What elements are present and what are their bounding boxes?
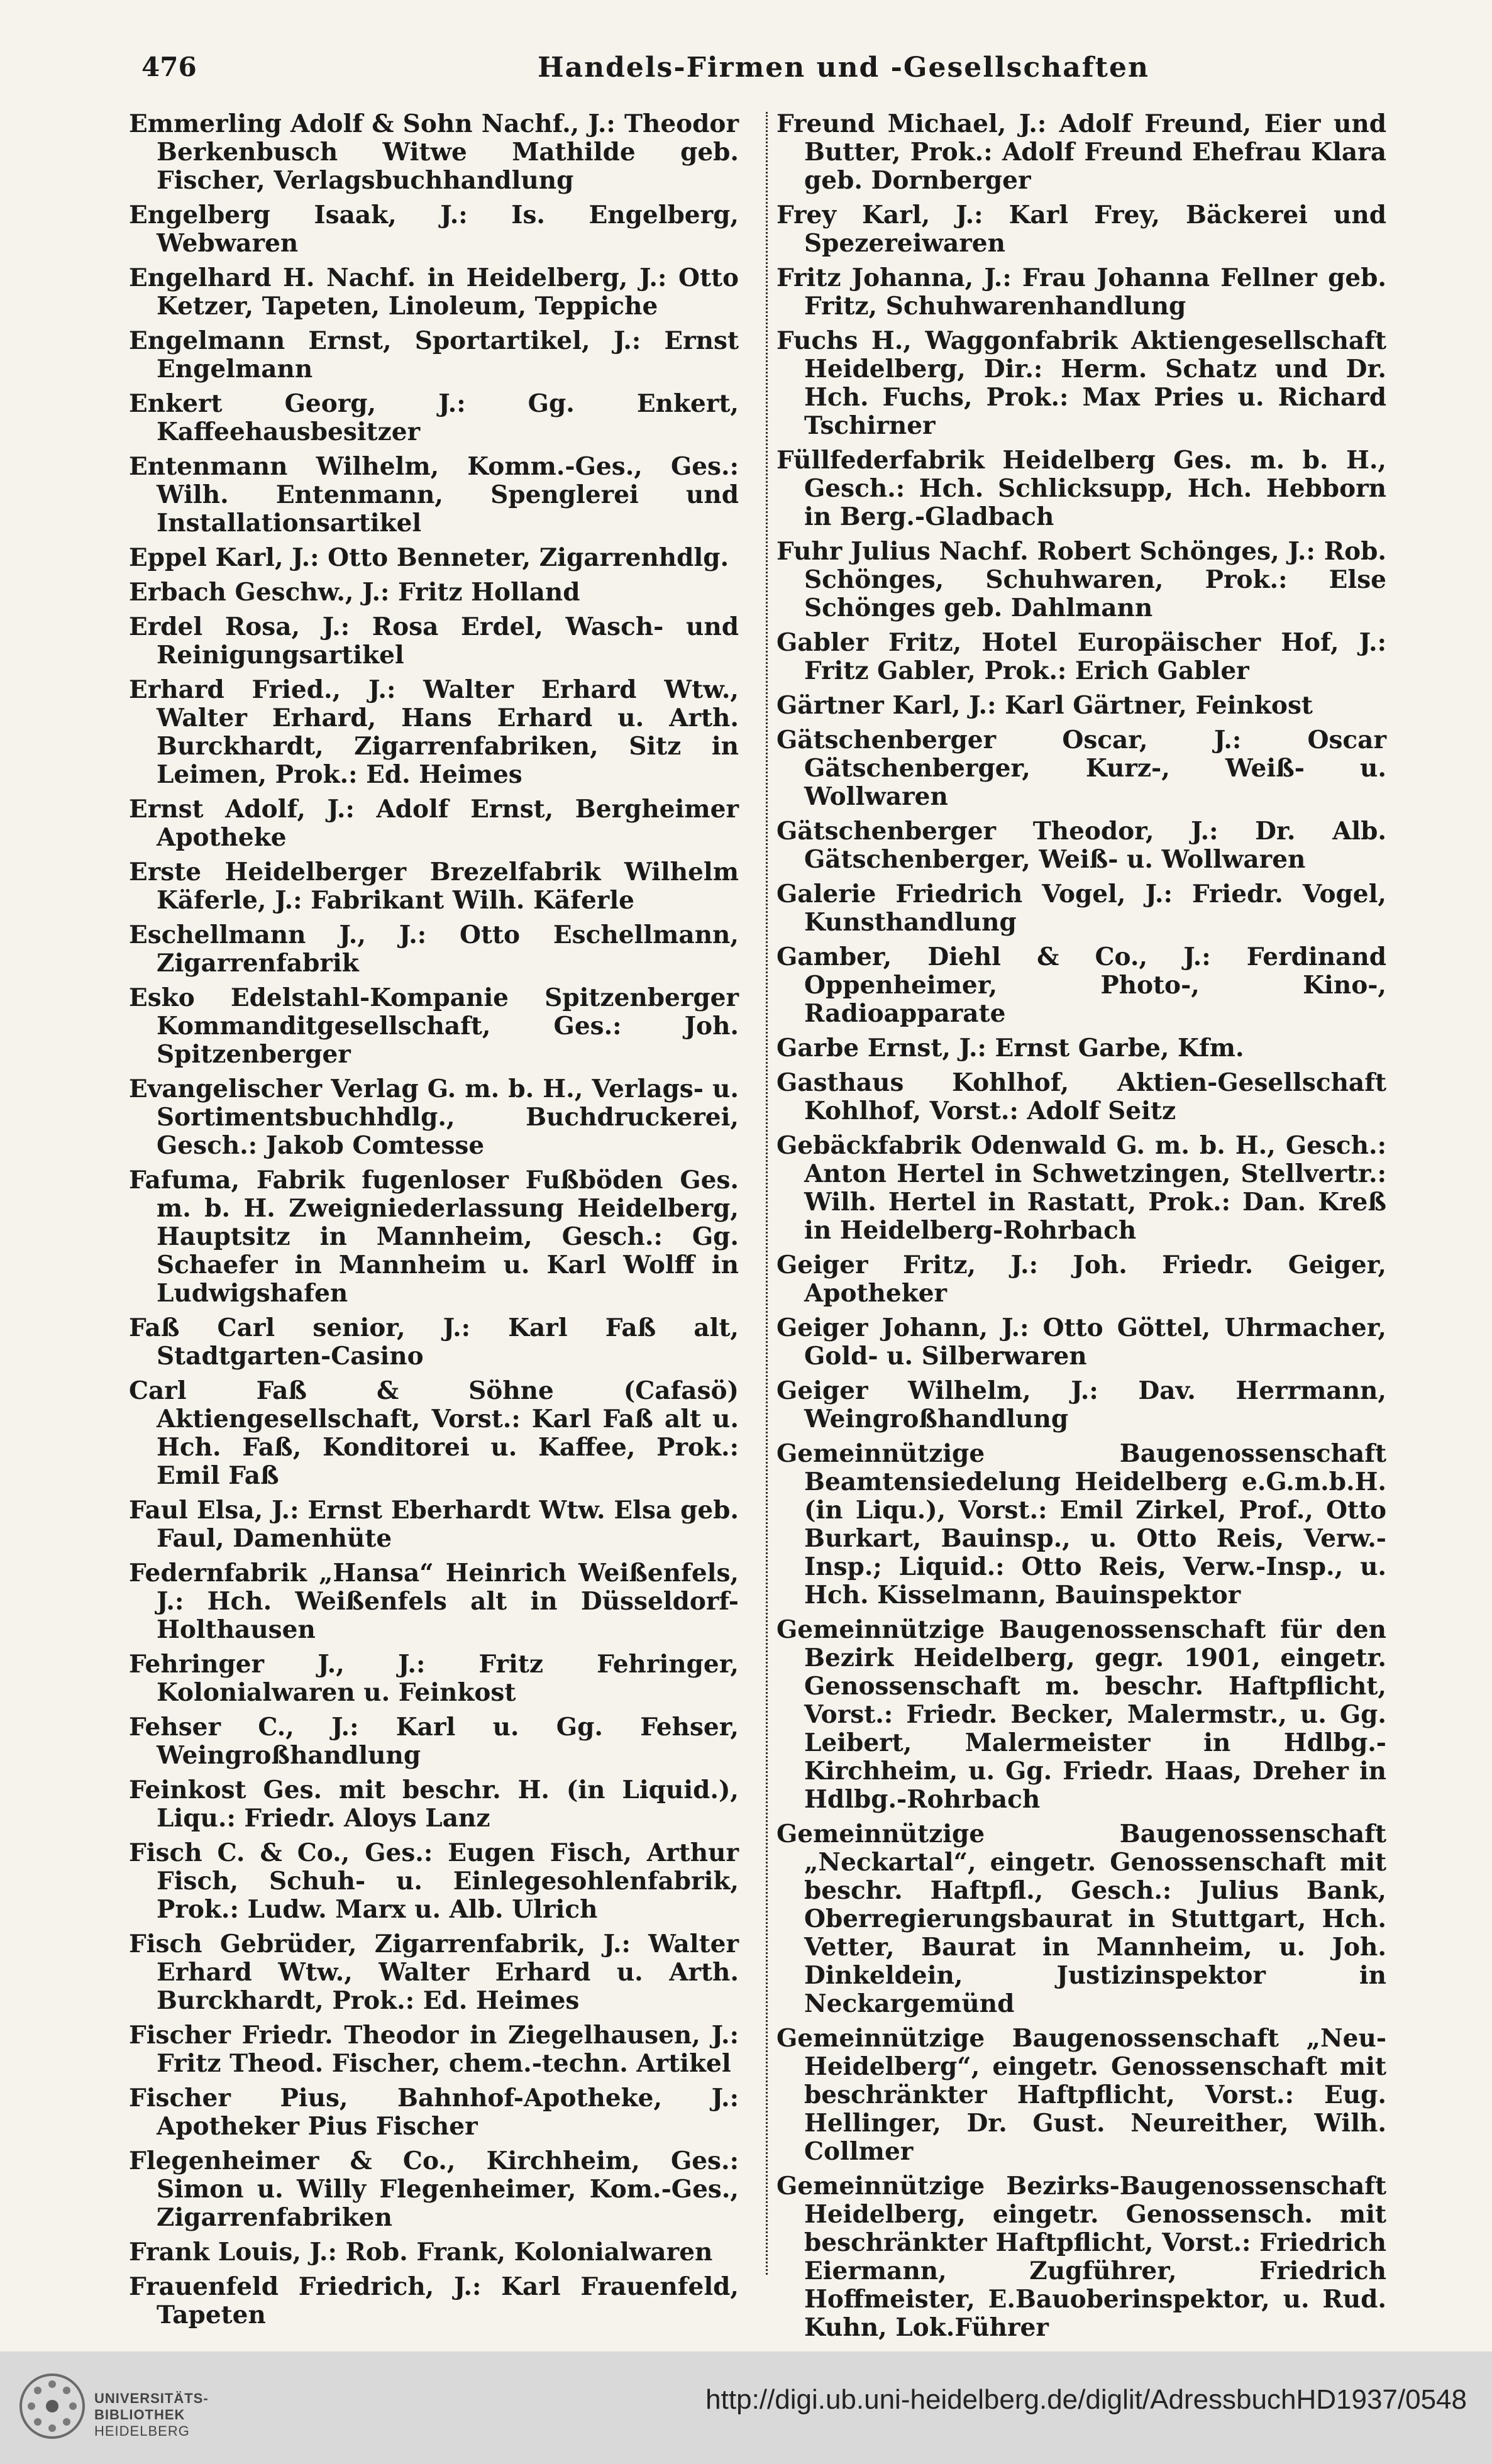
directory-entry: Feinkost Ges. mit beschr. H. (in Liquid.), Liqu.: Friedr. Aloys Lanz [129,1776,739,1833]
directory-entry: Galerie Friedrich Vogel, J.: Friedr. Vogel, Kunsthandlung [776,880,1386,937]
directory-entry: Faß Carl senior, J.: Karl Faß alt, Stadtgarten-Casino [129,1313,739,1371]
left-column [129,109,739,2329]
directory-entry: Esko Edelstahl-Kompanie Spitzenberger Kommanditgesellschaft, Ges.: Joh. Spitzenberger [129,983,739,1069]
directory-entry: Emmerling Adolf & Sohn Nachf., J.: Theodor Berkenbusch Witwe Mathilde geb. Fischer, Verlagsbuchhandlung [129,109,739,195]
directory-entry: Carl Faß & Söhne (Cafasö) Aktiengesellschaft, Vorst.: Karl Faß alt u. Hch. Faß, Konditorei u. Kaffee, Prok.: Emil Faß [129,1376,739,1490]
directory-entry: Gemeinnützige Baugenossenschaft „Neckartal“, eingetr. Genossenschaft mit beschr. Haftpfl., Gesch.: Julius Bank, Oberregierungsbaurat in Stuttgart, Hch. Vetter, Baurat in Mannheim, u. Joh. Dinkeldein, Justizinspektor in Neckargemünd [776,1820,1386,2018]
directory-entry: Fehringer J., J.: Fritz Fehringer, Kolonialwaren u. Feinkost [129,1650,739,1707]
source-url-link[interactable]: http://digi.ub.uni-heidelberg.de/diglit/AdressbuchHD1937/0548 [705,2384,1467,2415]
directory-entry: Gätschenberger Theodor, J.: Dr. Alb. Gätschenberger, Weiß- u. Wollwaren [776,817,1386,874]
directory-entry: Engelmann Ernst, Sportartikel, J.: Ernst Engelmann [129,326,739,384]
directory-entry: Erhard Fried., J.: Walter Erhard Wtw., Walter Erhard, Hans Erhard u. Arth. Burckhardt, Zigarrenfabriken, Sitz in Leimen, Prok.: Ed. Heimes [129,675,739,789]
directory-entry: Eppel Karl, J.: Otto Benneter, Zigarrenhdlg. [129,543,729,572]
directory-entry: Fehser C., J.: Karl u. Gg. Fehser, Weingroßhandlung [129,1713,739,1770]
directory-entry: Gärtner Karl, J.: Karl Gärtner, Feinkost [776,691,1313,720]
directory-entry: Fischer Pius, Bahnhof-Apotheke, J.: Apotheker Pius Fischer [129,2084,739,2141]
page-header [135,52,1380,96]
directory-entry: Gamber, Diehl & Co., J.: Ferdinand Oppenheimer, Photo-, Kino-, Radioapparate [776,942,1386,1028]
page-number: 476 [141,52,197,82]
directory-entry: Entenmann Wilhelm, Komm.-Ges., Ges.: Wilh. Entenmann, Spenglerei und Installationsartikel [129,452,739,538]
directory-entry: Gabler Fritz, Hotel Europäischer Hof, J.: Fritz Gabler, Prok.: Erich Gabler [776,628,1386,685]
directory-entry: Fafuma, Fabrik fugenloser Fußböden Ges. m. b. H. Zweigniederlassung Heidelberg, Hauptsitz in Mannheim, Gesch.: Gg. Schaefer in Mannheim u. Karl Wolff in Ludwigshafen [129,1166,739,1308]
directory-entry: Faul Elsa, J.: Ernst Eberhardt Wtw. Elsa geb. Faul, Damenhüte [129,1496,739,1553]
directory-entry: Gemeinnützige Baugenossenschaft Beamtensiedelung Heidelberg e.G.m.b.H. (in Liqu.), Vorst.: Emil Zirkel, Prof., Otto Burkart, Bauinsp., u. Otto Reis, Verw.-Insp.; Liquid.: Otto Reis, Verw.-Insp., u. Hch. Kisselmann, Bauinspektor [776,1439,1386,1610]
directory-entry: Geiger Fritz, J.: Joh. Friedr. Geiger, Apotheker [776,1251,1386,1308]
directory-entry: Federnfabrik „Hansa“ Heinrich Weißenfels, J.: Hch. Weißenfels alt in Düsseldorf-Holthausen [129,1559,739,1644]
directory-entry: Fritz Johanna, J.: Frau Johanna Fellner geb. Fritz, Schuhwarenhandlung [776,263,1386,321]
directory-entry: Freund Michael, J.: Adolf Freund, Eier und Butter, Prok.: Adolf Freund Ehefrau Klara geb. Dornberger [776,109,1386,195]
directory-entry: Frank Louis, J.: Rob. Frank, Kolonialwaren [129,2238,713,2267]
directory-entry: Fischer Friedr. Theodor in Ziegelhausen, J.: Fritz Theod. Fischer, chem.-techn. Artikel [129,2021,739,2078]
directory-entry: Fisch Gebrüder, Zigarrenfabrik, J.: Walter Erhard Wtw., Walter Erhard u. Arth. Burckhardt, Prok.: Ed. Heimes [129,1930,739,2015]
directory-entry: Eschellmann J., J.: Otto Eschellmann, Zigarrenfabrik [129,920,739,978]
directory-entry: Gasthaus Kohlhof, Aktien-Gesellschaft Kohlhof, Vorst.: Adolf Seitz [776,1068,1386,1125]
directory-entry: Frauenfeld Friedrich, J.: Karl Frauenfeld, Tapeten [129,2272,739,2329]
directory-entry: Evangelischer Verlag G. m. b. H., Verlags- u. Sortimentsbuchhdlg., Buchdruckerei, Gesch.: Jakob Comtesse [129,1075,739,1160]
running-title: Handels-Firmen und -Gesellschaften [538,52,1149,84]
library-name-line1: UNIVERSITÄTS- [94,2390,209,2406]
right-column [776,109,1386,2342]
library-logo[interactable] [18,2365,225,2447]
library-name-line3: HEIDELBERG [94,2423,190,2439]
directory-entry: Ernst Adolf, J.: Adolf Ernst, Bergheimer Apotheke [129,795,739,852]
directory-entry: Fuchs H., Waggonfabrik Aktiengesellschaft Heidelberg, Dir.: Herm. Schatz und Dr. Hch. Fuchs, Prok.: Max Pries u. Richard Tschirner [776,326,1386,440]
directory-entry: Engelhard H. Nachf. in Heidelberg, J.: Otto Ketzer, Tapeten, Linoleum, Teppiche [129,263,739,321]
directory-entry: Fuhr Julius Nachf. Robert Schönges, J.: Rob. Schönges, Schuhwaren, Prok.: Else Schönges geb. Dahlmann [776,537,1386,622]
directory-entry: Gemeinnützige Bezirks-Baugenossenschaft Heidelberg, eingetr. Genossensch. mit beschränkter Haftpflicht, Vorst.: Friedrich Eiermann, Zugführer, Friedrich Hoffmeister, E.Bauoberinspektor, u. Rud. Kuhn, Lok.Führer [776,2172,1386,2342]
column-divider [766,112,768,2275]
directory-entry: Gemeinnützige Baugenossenschaft „Neu-Heidelberg“, eingetr. Genossenschaft mit beschränkter Haftpflicht, Vorst.: Eug. Hellinger, Dr. Gust. Neureither, Wilh. Collmer [776,2024,1386,2166]
directory-entry: Gätschenberger Oscar, J.: Oscar Gätschenberger, Kurz-, Weiß- u. Wollwaren [776,726,1386,811]
directory-entry: Engelberg Isaak, J.: Is. Engelberg, Webwaren [129,201,739,258]
library-seal-icon [18,2372,87,2441]
directory-entry: Erste Heidelberger Brezelfabrik Wilhelm Käferle, J.: Fabrikant Wilh. Käferle [129,858,739,915]
directory-entry: Erbach Geschw., J.: Fritz Holland [129,578,580,607]
directory-entry: Frey Karl, J.: Karl Frey, Bäckerei und Spezereiwaren [776,201,1386,258]
directory-entry: Garbe Ernst, J.: Ernst Garbe, Kfm. [776,1034,1244,1063]
directory-entry: Geiger Johann, J.: Otto Göttel, Uhrmacher, Gold- u. Silberwaren [776,1313,1386,1371]
directory-entry: Gebäckfabrik Odenwald G. m. b. H., Gesch.: Anton Hertel in Schwetzingen, Stellvertr.: Wilh. Hertel in Rastatt, Prok.: Dan. Kreß in Heidelberg-Rohrbach [776,1131,1386,1245]
directory-entry: Gemeinnützige Baugenossenschaft für den Bezirk Heidelberg, gegr. 1901, eingetr. Genossenschaft m. beschr. Haftpflicht, Vorst.: Friedr. Becker, Malermstr., u. Gg. Leibert, Malermeister in Hdlbg.-Kirchheim, u. Gg. Friedr. Haas, Dreher in Hdlbg.-Rohrbach [776,1615,1386,1814]
directory-entry: Flegenheimer & Co., Kirchheim, Ges.: Simon u. Willy Flegenheimer, Kom.-Ges., Zigarrenfabriken [129,2146,739,2232]
directory-entry: Füllfederfabrik Heidelberg Ges. m. b. H., Gesch.: Hch. Schlicksupp, Hch. Hebborn in Berg.-Gladbach [776,446,1386,531]
directory-entry: Geiger Wilhelm, J.: Dav. Herrmann, Weingroßhandlung [776,1376,1386,1434]
directory-entry: Erdel Rosa, J.: Rosa Erdel, Wasch- und Reinigungsartikel [129,612,739,670]
directory-entry: Enkert Georg, J.: Gg. Enkert, Kaffeehausbesitzer [129,389,739,446]
directory-entry: Fisch C. & Co., Ges.: Eugen Fisch, Arthur Fisch, Schuh- u. Einlegesohlenfabrik, Prok.: Ludw. Marx u. Alb. Ulrich [129,1838,739,1924]
viewer-footer [0,2351,1492,2464]
library-name-line2: BIBLIOTHEK [94,2407,185,2423]
